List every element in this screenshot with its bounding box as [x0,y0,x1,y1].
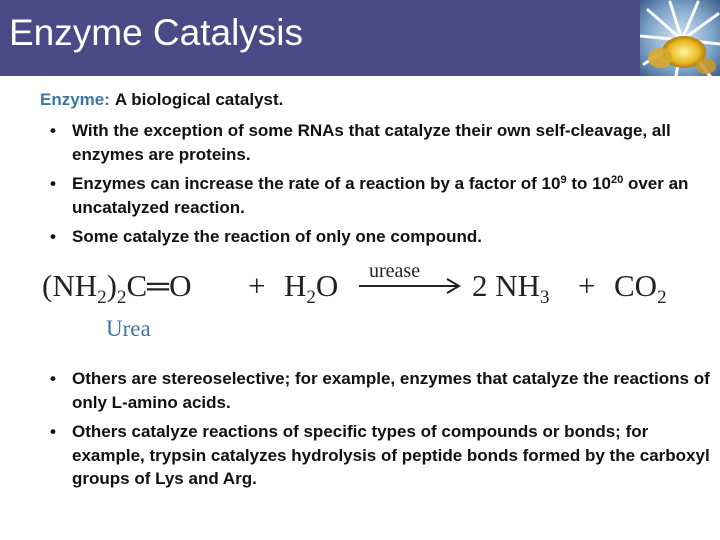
eq-subscript: 2 [116,287,127,308]
flower-photo-icon [640,0,720,76]
eq-text: CO [614,268,658,303]
list-item [50,225,710,249]
list-item [50,367,710,414]
eq-text: O [315,268,339,303]
product-co2 [614,268,667,308]
slide-title: Enzyme Catalysis [9,12,304,53]
eq-coefficient: 2 [472,268,488,303]
eq-text: H [284,268,307,303]
eq-text: (NH [42,268,98,303]
eq-subscript: 3 [540,287,550,308]
bullet-list-bottom [50,367,710,497]
bullet-text: Others are stereoselective; for example, enzymes that catalyze the reactions of only L-amino acids. [72,369,710,412]
urea-label: Urea [106,316,151,341]
flower-image [640,0,720,76]
eq-subscript: 2 [97,287,107,308]
eq-text: NH [495,268,541,303]
exponent: 20 [611,174,624,186]
list-item [50,420,710,491]
eq-text: C [126,268,148,303]
plus-sign: + [578,268,596,303]
enzyme-label: urease [369,260,421,282]
enzyme-definition [40,90,283,110]
bullet-text: With the exception of some RNAs that catalyze their own self-cleavage, all enzymes are proteins. [72,121,671,164]
reaction-arrow-icon [359,276,463,296]
eq-text: ) [106,268,117,303]
bullet-text: over an uncatalyzed reaction. [72,174,689,217]
bullet-text: Enzymes can increase the rate of a reaction by a factor of 10 [72,174,561,193]
plus-sign: + [248,268,266,303]
title-bar [0,0,720,76]
bullet-text: to 10 [566,174,611,193]
list-item [50,119,710,166]
list-item [50,172,710,219]
definition-term: Enzyme: [40,90,110,109]
bullet-text: Some catalyze the reaction of only one compound. [72,227,482,246]
definition-text: A biological catalyst. [114,90,284,109]
reactant-water [284,268,339,308]
eq-subscript: 2 [657,287,667,308]
eq-subscript: 2 [306,287,316,308]
product-ammonia [472,268,550,308]
double-bond: ═ [147,268,170,303]
urea-hydrolysis-equation [42,262,692,352]
exponent: 9 [560,174,567,186]
eq-text: O [169,268,192,303]
bullet-text: Others catalyze reactions of specific types of compounds or bonds; for example, trypsin catalyzes hydrolysis of peptide bonds formed by the carboxyl groups of Lys and Arg. [72,422,710,488]
bullet-list-top [50,119,710,255]
reactant-urea [42,268,192,308]
